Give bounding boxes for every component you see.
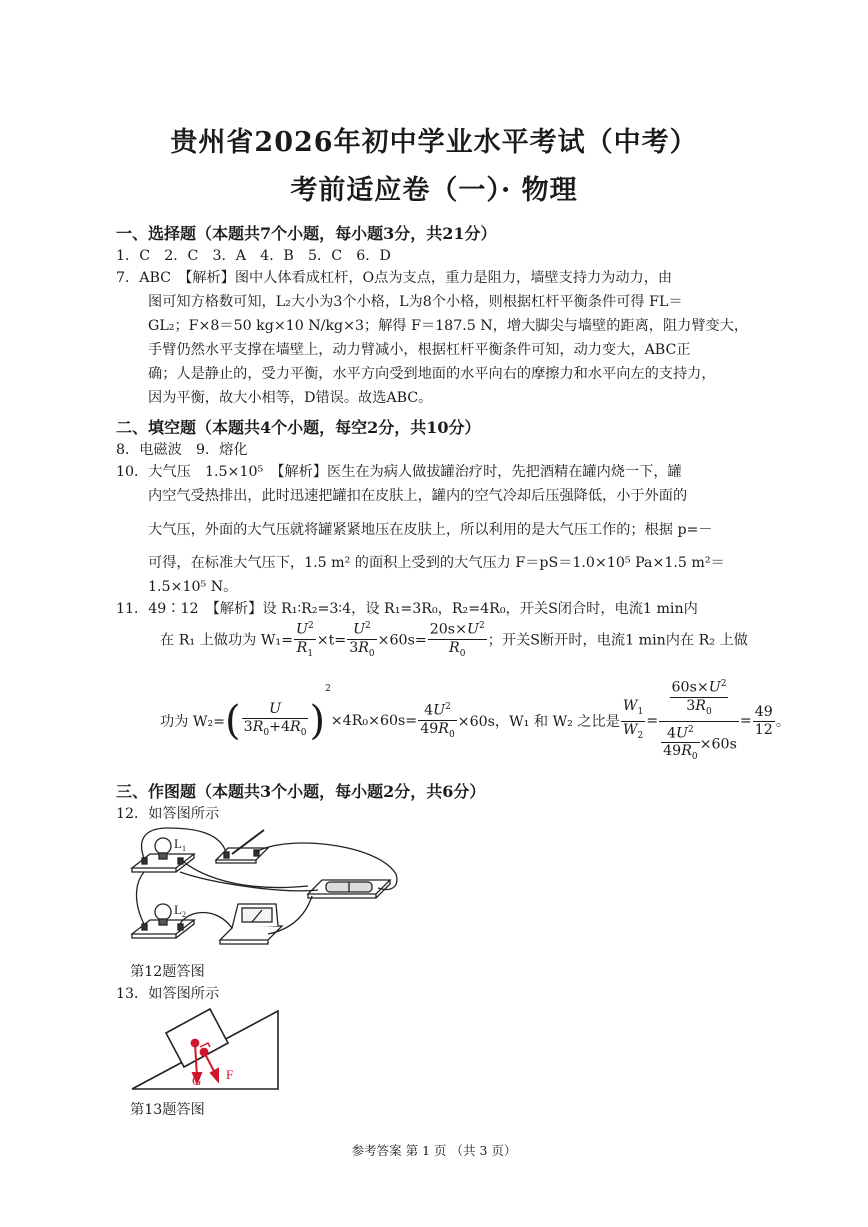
q7-line-1: 7．ABC 【解析】图中人体看成杠杆，O点为支点，重力是阻力，墙壁支持力为动力，由 <box>116 270 673 286</box>
fraction-u-3r0-4r0: $\frac{U}{3R_0+4R_0}$ <box>243 700 307 738</box>
q11-line-2 <box>160 618 748 663</box>
compound-fraction: $\frac{60s\times U^2}{3R_0}$ $\frac{4U^2}{49R_0}$ ×60s <box>659 676 739 766</box>
fraction-u2-3r0: $\frac{U^2}{3R_0}$ <box>347 618 376 663</box>
title-line-1: 贵州省2026年初中学业水平考试（中考） <box>170 127 698 158</box>
section-3-heading: 三、作图题（本题共3个小题，每小题2分，共6分） <box>116 782 486 801</box>
q8-9-answers: 8．电磁波 9．熔化 <box>116 442 248 458</box>
q7-line-6: 因为平衡，故大小相等，D错误。故选ABC。 <box>148 390 433 406</box>
q11-line-3: 功为 W₂=( $\frac{U}{3R_0+4R_0}$ )$^2$×4R₀×60s= $\frac{4U^2}{49R_0}$ ×60s，W₁ 和 W₂ 之比是 $\frac{W_1}{W_2}$ = $\frac{60s\times U^2}{3R_0}$ $\frac{4U^2}{49R_0}$ ×60s = $\frac{49}{12}$ 。 <box>160 676 790 766</box>
q11-end: 。 <box>775 714 791 731</box>
q1-6-answers: 1．C 2．C 3．A 4．B 5．C 6．D <box>116 248 391 264</box>
q10-line-2: 内空气受热排出，此时迅速把罐扣在皮肤上，罐内的空气冷却后压强降低，小于外面的 <box>148 488 688 504</box>
q11-line-2-tail: ；开关S断开时，电流1 min内在 R₂ 上做 <box>487 632 748 649</box>
q12-answer: 12．如答图所示 <box>116 806 220 822</box>
label-l1: L <box>174 836 182 851</box>
page-footer: 参考答案 第 1 页 （共 3 页） <box>351 1143 517 1158</box>
q7-line-4: 手臂仍然水平支撑在墙壁上，动力臂减小，根据杠杆平衡条件可知，动力变大，ABC正 <box>148 342 691 358</box>
q11-times-60s: ×60s= <box>377 632 427 649</box>
label-g: G <box>192 1073 202 1088</box>
q11-times-4r0: ×4R₀×60s= <box>330 713 418 730</box>
svg-text:1: 1 <box>182 844 186 853</box>
q10-line-3: 大气压，外面的大气压就将罐紧紧地压在皮肤上，所以利用的是大气压工作的；根据 p=－ <box>148 522 713 538</box>
left-paren: ( <box>225 698 241 745</box>
q10-line-1: 10．大气压 1.5×10⁵ 【解析】医生在为病人做拔罐治疗时，先把酒精在罐内烧一下，罐 <box>116 464 682 480</box>
label-l2: L <box>174 902 182 917</box>
section-2-heading: 二、填空题（本题共4个小题，每空2分，共10分） <box>116 418 481 437</box>
q10-line-4: 可得，在标准大气压下，1.5 m² 的面积上受到的大气压力 F＝pS＝1.0×10⁵ Pa×1.5 m²＝ <box>148 555 725 571</box>
q11-w1-lead: 在 R₁ 上做功为 W₁= <box>160 632 293 649</box>
q11-times-t: ×t= <box>316 632 347 649</box>
q13-incline-figure <box>128 1005 288 1097</box>
q12-circuit-figure <box>128 824 408 946</box>
fraction-w1-w2: $\frac{W_1}{W_2}$ <box>622 697 644 741</box>
right-paren: ) <box>309 698 326 745</box>
q11-ratio-lead: ×60s，W₁ 和 W₂ 之比是 <box>457 714 620 731</box>
q11-line-1: 11．49∶12 【解析】设 R₁∶R₂=3∶4，设 R₁=3R₀，R₂=4R₀，开关S闭合时，电流1 min内 <box>116 601 698 617</box>
q10-line-5: 1.5×10⁵ N。 <box>148 579 238 595</box>
fraction-49-12: $\frac{49}{12}$ <box>754 703 773 738</box>
q13-answer: 13．如答图所示 <box>116 986 220 1002</box>
q7-line-3: GL₂；F×8＝50 kg×10 N/kg×3；解得 F＝187.5 N，增大脚尖与墙壁的距离，阻力臂变大， <box>148 318 749 334</box>
q12-caption: 第12题答图 <box>130 964 205 980</box>
title-line-2: 考前适应卷（一）· 物理 <box>290 175 578 206</box>
label-f: F <box>226 1067 234 1082</box>
fraction-4u2-49r0: $\frac{4U^2}{49R_0}$ <box>418 699 456 744</box>
fraction-20s-u2-r0: $\frac{20s\times U^2}{R_0}$ <box>428 618 487 663</box>
q7-line-2: 图可知方格数可知，L₂大小为3个小格，L为8个小格，则根据杠杆平衡条件可得 FL＝ <box>148 294 683 310</box>
q13-caption: 第13题答图 <box>130 1102 205 1118</box>
q7-line-5: 确；人是静止的，受力平衡，水平方向受到地面的水平向右的摩擦力和水平向左的支持力， <box>148 366 716 382</box>
svg-text:2: 2 <box>182 910 186 919</box>
section-1-heading: 一、选择题（本题共7个小题，每小题3分，共21分） <box>116 224 497 243</box>
q11-w2-lead: 功为 W₂= <box>160 714 226 731</box>
fraction-u2-r1: $\frac{U^2}{R_1}$ <box>294 618 316 663</box>
